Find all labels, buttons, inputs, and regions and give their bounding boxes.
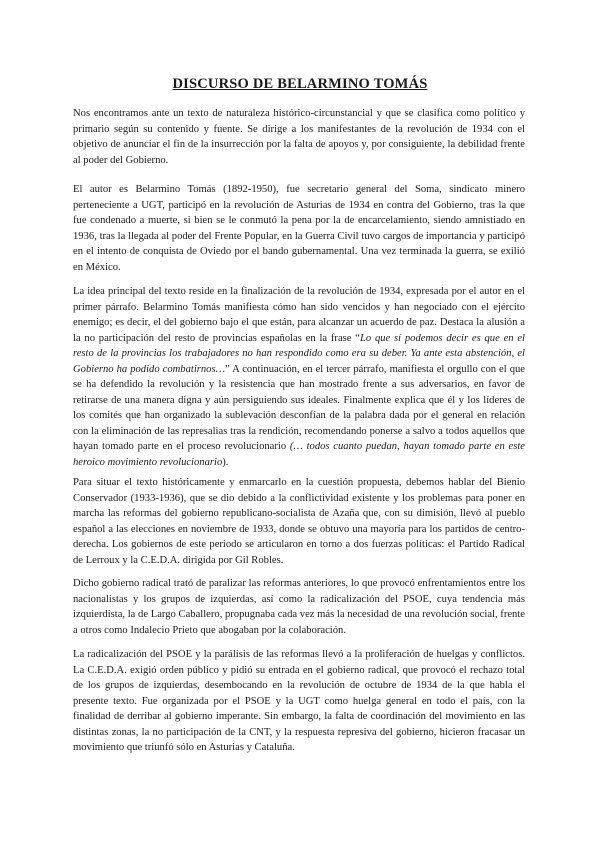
paragraph-introduction: Nos encontramos ante un texto de naturaleza histórico-circunstancial y que se clasifica como político y primario según su contenido y fuente. Se dirige a los manifestantes de la revolución de 1934 con el objetivo de anunciar el fin de la insurrección por la falta de apoyos y, por consiguiente, la debilidad frente al poder del Gobierno. [73, 108, 525, 166]
paragraph-radical-government: Dicho gobierno radical trató de paralizar las reformas anteriores, lo que provocó enfrentamientos entre los nacionalistas y los grupos de izquierdas, así como la radicalización del PSOE, cuya tendencia más izquierdista, la de Largo Caballero, propugnaba cada vez más la necesidad de una revolución social, frente a otros como Indalecio Prieto que abogaban por la colaboración. [73, 578, 525, 636]
paragraph-revolution-1934: La radicalización del PSOE y la parálisis de las reformas llevó a la proliferación de huelgas y conflictos. La C.E.D.A. exigió orden público y pidió su entrada en el gobierno radical, que provocó el rechazo total de los grupos de izquierdas, desembocando en la revolución de octubre de 1934 de la que habla el presente texto. Fue organizada por el PSOE y la UGT como huelga general en todo el país, con la finalidad de derribar al gobierno imperante. Sin embargo, la falta de coordinación del movimiento en las distintas zonas, la no participación de la CNT, y la respuesta represiva del gobierno, hicieron fracasar un movimiento que triunfó sólo en Asturias y Cataluña. [73, 649, 525, 753]
paragraph-text-segment: ). [222, 456, 229, 468]
paragraph-author: El autor es Belarmino Tomás (1892-1950), fue secretario general del Soma, sindicato minero perteneciente a UGT, participó en la revolución de Asturias de 1934 en contra del Gobierno, tras la que fue condenado a muerte, si bien se le conmutó la pena por la de encarcelamiento, siendo amnistiado en 1936, tras la llegada al poder del Frente Popular, en la Guerra Civil tuvo cargos de importancia y participó en el intento de conquista de Oviedo por el bando gubernamental. Una vez terminada la guerra, se exilió en México. [73, 184, 525, 273]
quote-italic: Lo que sí podemos decir es que en el resto de la provincias los trabajadores no han respondido como era su deber. Ya ante esta abstención, el Gobierno ha podido combatirnos… [73, 332, 525, 375]
quote-italic: (… todos cuanto puedan, hayan tomado parte en este heroico movimiento revolucionario [73, 441, 525, 468]
paragraph-text-segment: ” A continuación, en el tercer párrafo, manifiesta el orgullo con el que se ha defendido la revolución y la resistencia que han mostrado frente a sus adversarios, en favor de retirarse de una manera digna y aún persiguiendo sus ideales. Finalmente explica que él y los líderes de los comités que han organizado la sublevación desconfían de la palabra dada por el general en relación con la eliminación de las represalias tras la rendición, recomendando ponerse a salvo a todos aquellos que hayan tomado parte en el proceso revolucionario [73, 363, 525, 452]
paragraph-text-segment: La idea principal del texto reside en la finalización de la revolución de 1934, expresada por el autor en el primer párrafo. Belarmino Tomás manifiesta cómo han sido vencidos y han negociado con el ejército enemigo; es decir, el del gobierno bajo el que están, para alcanzar un acuerdo de paz. Destaca la alusión a la no participación del resto de provincias españolas en la frase “ [73, 286, 525, 344]
document-title: DISCURSO DE BELARMINO TOMÁS [172, 76, 428, 92]
paragraph-historical-context: Para situar el texto históricamente y enmarcarlo en la cuestión propuesta, debemos hablar del Bienio Conservador (1933-1936), que se dio debido a la conflictividad existente y los problemas para poner en marcha las reformas del gobierno republicano-socialista de Azaña que, con su dimisión, llevó al pueblo español a las elecciones en noviembre de 1933, donde se obtuvo una mayoría para los partidos de centro-derecha. Los gobiernos de este periodo se articularon en torno a dos fuerzas políticas: el Partido Radical de Lerroux y la C.E.D.A. dirigida por Gil Robles. [73, 477, 525, 566]
paragraph-main-idea [73, 284, 525, 470]
